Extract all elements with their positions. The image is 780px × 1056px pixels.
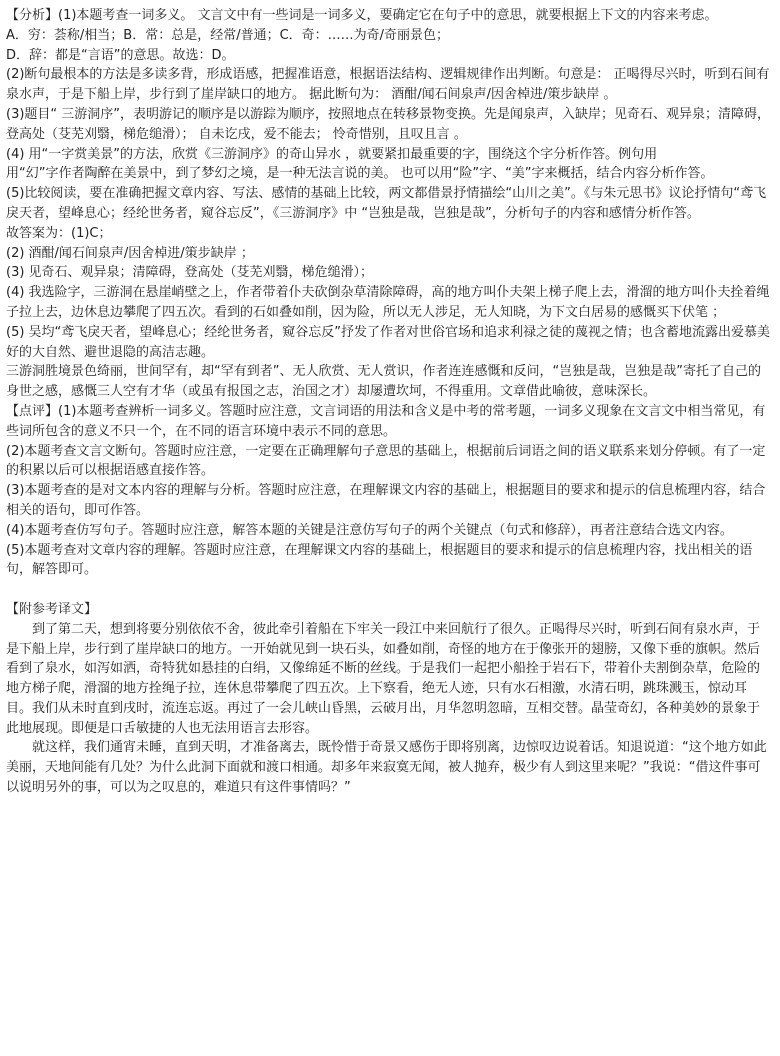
section-spacer	[6, 580, 772, 600]
analysis-item-4: (4) 用“一字赏美景”的方法，欣赏《三游洞序》的奇山异水 ，就要紧扣最重要的字，围绕这个字分析作答。例句用	[6, 146, 658, 162]
answer-4: (4) 我选险字，三游洞在悬崖峭壁之上，作者带着仆夫砍倒杂草清除障碍，高的地方叫仆夫架上梯子爬上去，滑溜的地方叫仆夫拴着绳子拉上去，边休息边攀爬了四五次。看到的石如叠如削，因为险，所以无人涉足，无人知晓，为下文白居易的感慨买下伏笔 ；	[6, 285, 770, 320]
analysis-section	[6, 6, 772, 224]
comment-3: (3)本题考查的是对文本内容的理解与分析。答题时应注意，在理解课文内容的基础上，根据题目的要求和提示的信息梳理内容，结合相关的语句，即可作答。	[6, 483, 766, 518]
comment-1: 【点评】(1)本题考查辨析一词多义。答题时应注意，文言词语的用法和含义是中考的常考题，一词多义现象在文言文中相当常见，有些词所包含的意义不只一个，在不同的语言环境中表示不同的意思。	[6, 403, 766, 439]
analysis-item-3: (3)题目“ 三游洞序”，表明游记的顺序是以游踪为顺序，按照地点在转移景物变换。先是闻泉声，入缺岸；见奇石、观异泉；清障碍，登高处（芟芜刈翳，梯危缒滑）； 自未讫戌，爱不能去； 怜奇惜别，且叹且言 。	[6, 106, 771, 142]
comment-section	[6, 402, 772, 580]
comment-2: (2)本题考查文言文断句。答题时应注意，一定要在正确理解句子意思的基础上，根据前后词语之间的语义联系来划分停顿。有了一定的积累以后可以根据语感直接作答。	[6, 443, 766, 479]
answer-3: (3) 见奇石、观异泉；清障碍，登高处（芟芜刈翳，梯危缒滑）；	[6, 265, 374, 281]
analysis-item-4-example: 用“幻”字作者陶醉在美景中，到了梦幻之境，是一种无法言说的美。 也可以用“险”字、“美”字来概括，结合内容分析作答。	[6, 166, 714, 182]
translation-paragraph-1: 到了第二天，想到将要分别依依不舍，彼此牵引着船在下牢关一段江中来回航行了很久。正喝得尽兴时，听到石间有泉水声，于是下船上岸，步行到了崖岸缺口的地方。一开始就见到一块石头，如叠如削，奇怪的地方在于像张开的翅膀，又像下垂的旗帜。然后看到了泉水，如泻如洒，奇特犹如悬挂的白绢，又像绵延不断的丝线。于是我们一起把小船拴于岩石下，带着仆夫割倒杂草，危险的地方梯子爬，滑溜的地方拴绳子拉，连休息带攀爬了四五次。上下察看，绝无人迹，只有水石相激，水清石明，跳珠溅玉，惊动耳目。我们从未时直到戌时，流连忘返。再过了一会儿峡山昏黑，云破月出，月华忽明忽暗，互相交替。晶莹奇幻，各种美妙的景象于此地展现。即便是口舌敏捷的人也无法用语言去形容。	[6, 621, 761, 736]
answer-2: (2) 酒酣/闻石间泉声/因舍棹进/策步缺岸 ；	[6, 245, 254, 261]
translation-heading: 【附参考译文】	[6, 601, 98, 617]
translation-paragraph-2: 就这样，我们通宵未睡，直到天明，才准备离去，既怜惜于奇景又感伤于即将别离，边惊叹边说着话。知退说道：“这个地方如此美丽，天地间能有几处？为什么此洞下面就和渡口相通。却多年来寂寞无闻，被人抛弃，极少有人到这里来呢？”我说：“借这件事可以说明另外的事，可以为之叹息的，难道只有这件事情吗？”	[6, 740, 767, 796]
answer-section	[6, 224, 772, 402]
answer-5: (5) 吴均“鸢飞戾天者，望峰息心；经纶世务者，窥谷忘反”抒发了作者对世俗官场和追求利禄之徒的蔑视之情；也含蓄地流露出爱慕美好的大自然、避世退隐的高洁志趣。	[6, 324, 771, 360]
analysis-intro: 【分析】(1)本题考查一词多义。 文言文中有一些词是一词多义，要确定它在句子中的意思，就要根据上下文的内容来考虑。	[6, 8, 718, 23]
analysis-options-abc: A．穷：荟称/相当；B．常：总是，经常/普通；C．奇：……为奇/奇丽景色；	[6, 27, 450, 43]
analysis-item-5: (5)比较阅读，要在准确把握文章内容、写法、感情的基础上比较，两文都借景抒情描绘“山川之美”。《与朱元思书》议论抒情句“鸢飞戾天者，望峰息心；经纶世务者，窥谷忘反”，《三游洞序》中 “岂独是哉，岂独是哉”，分析句子的内容和感情分析作答。	[6, 186, 767, 221]
analysis-option-d: D．辞：都是“言语”的意思。故选：D。	[6, 47, 235, 63]
translation-section	[6, 600, 772, 798]
comment-4: (4)本题考查仿写句子。答题时应注意，解答本题的关键是注意仿写句子的两个关键点（句式和修辞），再者注意结合选文内容。	[6, 522, 733, 538]
answer-1: 故答案为：(1)C；	[6, 225, 112, 241]
analysis-item-2: (2)断句最根本的方法是多读多背，形成语感，把握准语意，根据语法结构、逻辑规律作出判断。句意是： 正喝得尽兴时，听到石间有泉水声，于是下船上岸，步行到了崖岸缺口的地方。 据此断句为： 酒酣/闻石间泉声/因舍棹进/策步缺岸 。	[6, 67, 770, 103]
comment-5: (5)本题考查对文章内容的理解。答题时应注意，在理解课文内容的基础上，根据题目的要求和提示的信息梳理内容，找出相关的语句，解答即可。	[6, 542, 753, 578]
answer-5-continued: 三游洞胜境景色绮丽，世间罕有，却“罕有到者”、无人欣赏、无人赏识，作者连连感慨和反问，“岂独是哉，岂独是哉”寄托了自己的身世之感，感慨三人空有才华（或虽有报国之志，治国之才）却屡遭坎坷，不得重用。文章借此喻彼，意味深长。	[6, 364, 761, 400]
